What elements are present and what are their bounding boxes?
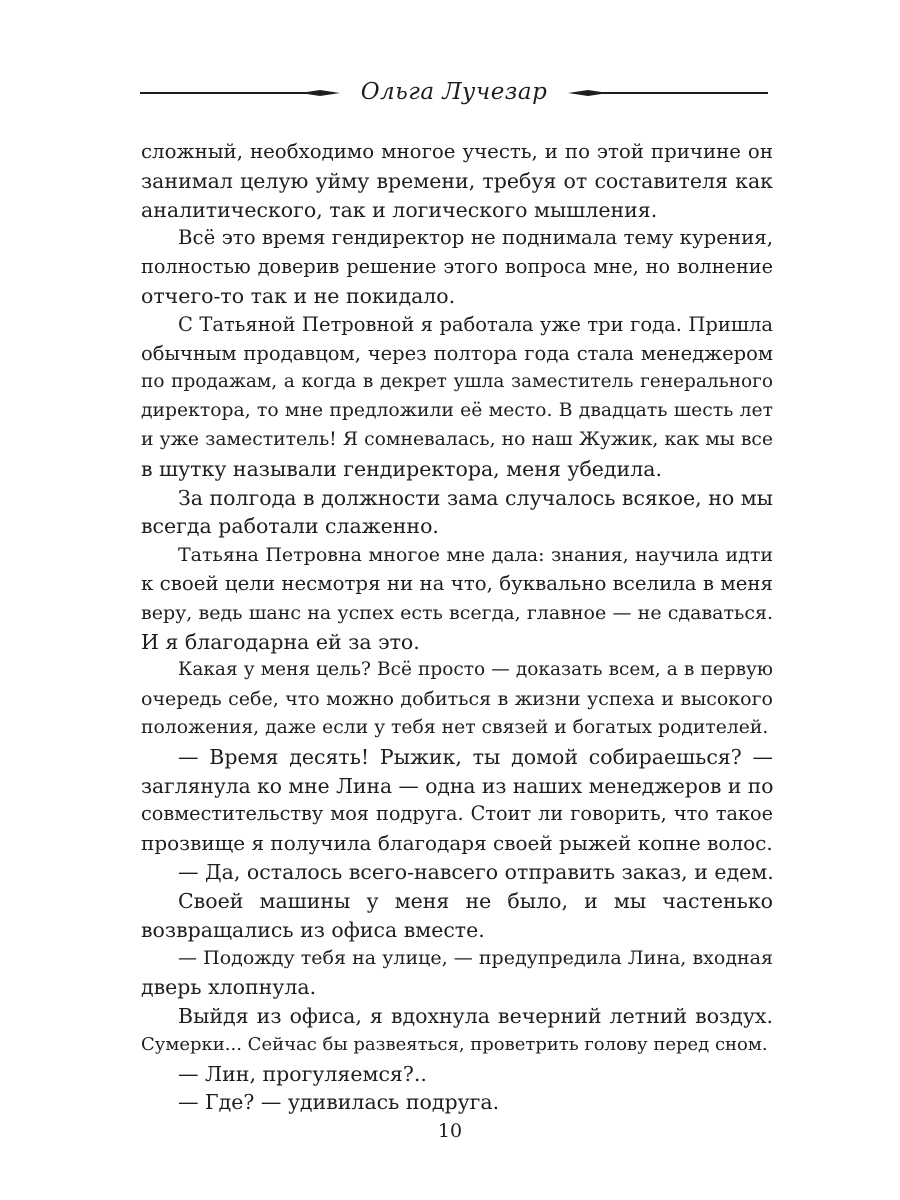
text-line: веру, ведь шанс на успех есть всегда, главное — не сдаваться. xyxy=(141,601,773,624)
text-line: совместительству моя подруга. Стоит ли говорить, что такое xyxy=(141,802,773,826)
text-line: Татьяна Петровна многое мне дала: знания, научила идти xyxy=(178,544,773,567)
running-header xyxy=(140,72,768,112)
text-line: полностью доверив решение этого вопроса мне, но волнение xyxy=(141,255,773,279)
left-ornament-rule xyxy=(140,90,340,96)
text-line: всегда работали слаженно. xyxy=(141,514,439,539)
text-line: директора, то мне предложили её место. В двадцать шесть лет xyxy=(141,400,773,422)
text-line: аналитического, так и логического мышления. xyxy=(141,197,658,222)
text-line: — Лин, прогуляемся?.. xyxy=(178,1061,427,1086)
text-line: по продажам, а когда в декрет ушла заместитель генерального xyxy=(141,371,773,393)
text-line: занимал целую уйму времени, требуя от составителя как xyxy=(141,168,773,193)
text-line: — Время десять! Рыжик, ты домой собираешься? — xyxy=(178,744,773,769)
text-line: сложный, необходимо многое учесть, и по этой причине он xyxy=(141,140,773,163)
text-line: возвращались из офиса вместе. xyxy=(141,917,485,942)
text-line: — Подожду тебя на улице, — предупредила Лина, входная xyxy=(178,947,773,970)
text-line: Какая у меня цель? Всё просто — доказать всем, а в первую xyxy=(178,659,773,681)
body-text xyxy=(141,138,773,1117)
author-name: Ольга Лучезар xyxy=(360,79,548,105)
text-line: За полгода в должности зама случалось всякое, но мы xyxy=(178,485,773,510)
page-number: 10 xyxy=(437,1120,463,1142)
text-line: очередь себе, что можно добиться в жизни успеха и высокого xyxy=(141,688,773,711)
text-line: Выйдя из офиса, я вдохнула вечерний летний воздух. xyxy=(178,1003,773,1028)
text-line: И я благодарна ей за это. xyxy=(141,629,420,654)
text-line: и уже заместитель! Я сомневалась, но наш Жужик, как мы все xyxy=(141,428,773,450)
text-line: Сумерки... Сейчас бы развеяться, проветрить голову перед сном. xyxy=(141,1033,768,1055)
text-line: положения, даже если у тебя нет связей и богатых родителей. xyxy=(141,716,769,738)
text-line: прозвище я получила благодаря своей рыжей копне волос. xyxy=(141,831,773,856)
text-line: — Где? — удивилась подруга. xyxy=(178,1090,500,1115)
text-line: Всё это время гендиректор не поднимала тему курения, xyxy=(178,226,773,250)
text-line: — Да, осталось всего-навсего отправить заказ, и едем. xyxy=(178,859,774,884)
text-line: в шутку называли гендиректора, меня убедила. xyxy=(141,456,662,481)
text-line: обычным продавцом, через полтора года стала менеджером xyxy=(141,341,773,365)
text-line: заглянула ко мне Лина — одна из наших менеджеров и по xyxy=(141,773,774,798)
text-line: к своей цели несмотря ни на что, буквально вселила в меня xyxy=(141,571,773,595)
text-line: дверь хлопнула. xyxy=(141,975,317,1000)
text-line: Своей машины у меня не было, и мы частенько xyxy=(178,888,773,913)
text-line: отчего-то так и не покидало. xyxy=(141,283,456,308)
right-ornament-rule xyxy=(568,90,768,96)
text-line: С Татьяной Петровной я работала уже три года. Пришла xyxy=(178,312,773,336)
